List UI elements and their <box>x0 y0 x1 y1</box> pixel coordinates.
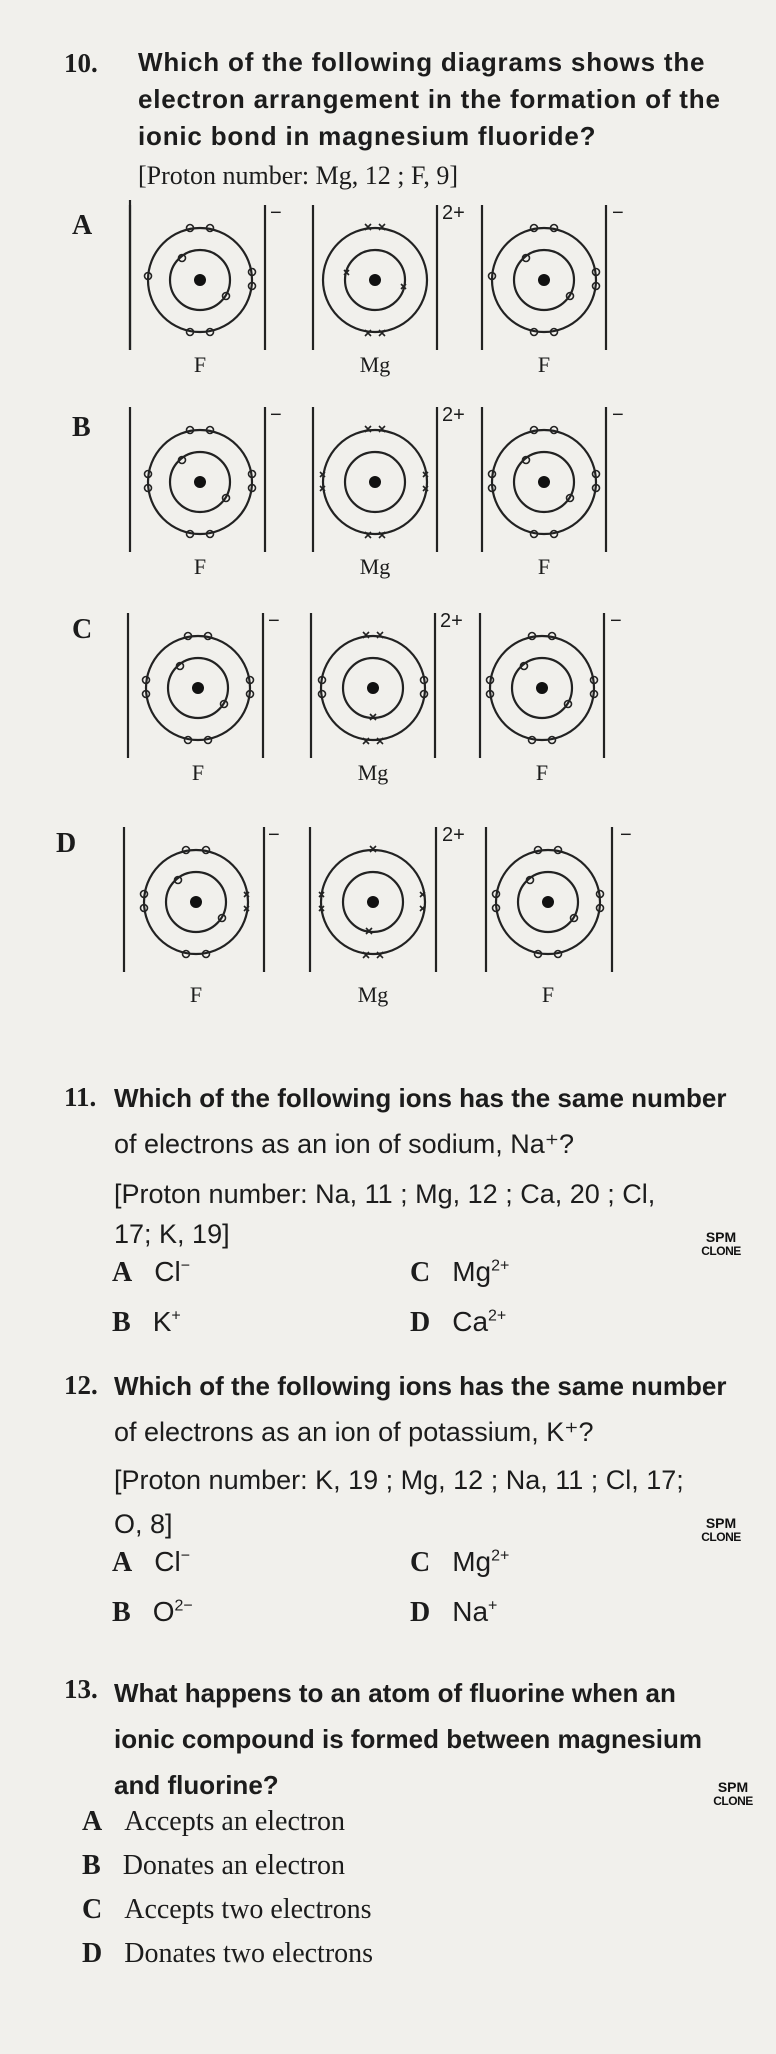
proton-numbers: [Proton number: Mg, 12 ; F, 9] <box>138 161 459 190</box>
option-a[interactable]: A Cl− <box>112 1256 191 1288</box>
spm-clone-badge: SPM CLONE <box>713 1779 753 1808</box>
charge-label: − <box>612 404 624 426</box>
atom-label: Mg <box>359 352 391 377</box>
proton-numbers: [Proton number: Na, 11 ; Mg, 12 ; Ca, 20 ; Cl, <box>114 1179 656 1209</box>
charge-label: 2+ <box>442 824 465 846</box>
charge-label: − <box>612 202 624 224</box>
option-b[interactable]: B Donates an electron <box>82 1850 346 1881</box>
charge-label: − <box>268 610 280 632</box>
charge-label: 2+ <box>440 610 463 632</box>
charge-label: − <box>620 824 632 846</box>
atom-label: F <box>535 760 549 785</box>
question-number: 11. <box>64 1082 97 1112</box>
option-a[interactable]: A Cl− <box>112 1546 191 1578</box>
atom-label: F <box>189 982 203 1007</box>
option-c[interactable]: C Accepts two electrons <box>82 1894 372 1925</box>
proton-numbers-cont: 17; K, 19] <box>114 1219 230 1249</box>
atom-label: Mg <box>357 982 389 1007</box>
option-d[interactable]: D Na+ <box>410 1596 498 1628</box>
question-text: What happens to an atom of fluorine when an ionic compound is formed between magnesium and fluorine? <box>114 1678 702 1800</box>
question-number: 12. <box>64 1370 98 1400</box>
atom-label: F <box>193 352 207 377</box>
atom-label: F <box>191 760 205 785</box>
proton-numbers-cont: O, 8] <box>114 1509 173 1539</box>
charge-label: 2+ <box>442 404 465 426</box>
option-d[interactable]: D Donates two electrons <box>82 1938 374 1969</box>
atom-label: F <box>537 352 551 377</box>
spm-clone-badge: SPM CLONE <box>701 1229 741 1258</box>
question-text-cont: of electrons as an ion of sodium, Na⁺? <box>114 1129 575 1159</box>
question-text: Which of the following diagrams shows the electron arrangement in the formation of the ionic bond in magnesium fluoride? <box>138 47 721 151</box>
atom-label: F <box>193 554 207 579</box>
charge-label: − <box>268 824 280 846</box>
option-b[interactable]: B K+ <box>112 1306 181 1338</box>
atom-label: F <box>541 982 555 1007</box>
charge-label: − <box>610 610 622 632</box>
ionic-bond-diagram-d <box>114 822 644 972</box>
option-letter: A <box>72 210 93 241</box>
atom-label: F <box>537 554 551 579</box>
option-c[interactable]: C $Mg^{2+}$ <box>410 1546 510 1578</box>
charge-label: − <box>270 202 282 224</box>
proton-numbers: [Proton number: K, 19 ; Mg, 12 ; Na, 11 ; Cl, 17; <box>114 1465 684 1495</box>
option-d[interactable]: D $Ca^{2+}$ <box>410 1306 507 1338</box>
option-b[interactable]: B $O^{2-}$ <box>112 1596 193 1628</box>
option-letter: D <box>56 828 77 859</box>
spm-clone-badge: SPM CLONE <box>701 1515 741 1544</box>
atom-label: Mg <box>357 760 389 785</box>
charge-label: − <box>270 404 282 426</box>
ionic-bond-diagram-c <box>118 608 638 758</box>
question-number: 13. <box>64 1674 98 1704</box>
ionic-bond-diagram-a <box>120 200 640 350</box>
option-a[interactable]: A Accepts an electron <box>82 1806 346 1837</box>
option-letter: C <box>72 614 93 645</box>
atom-label: Mg <box>359 554 391 579</box>
question-text: Which of the following ions has the same number <box>114 1371 727 1401</box>
option-letter: B <box>72 412 91 443</box>
ionic-bond-diagram-b <box>120 402 640 552</box>
question-text: Which of the following ions has the same number <box>114 1083 727 1113</box>
question-text-cont: of electrons as an ion of potassium, K⁺? <box>114 1417 594 1447</box>
option-c[interactable]: C $Mg^{2+}$ <box>410 1256 510 1288</box>
charge-label: 2+ <box>442 202 465 224</box>
question-number: 10. <box>64 48 98 78</box>
